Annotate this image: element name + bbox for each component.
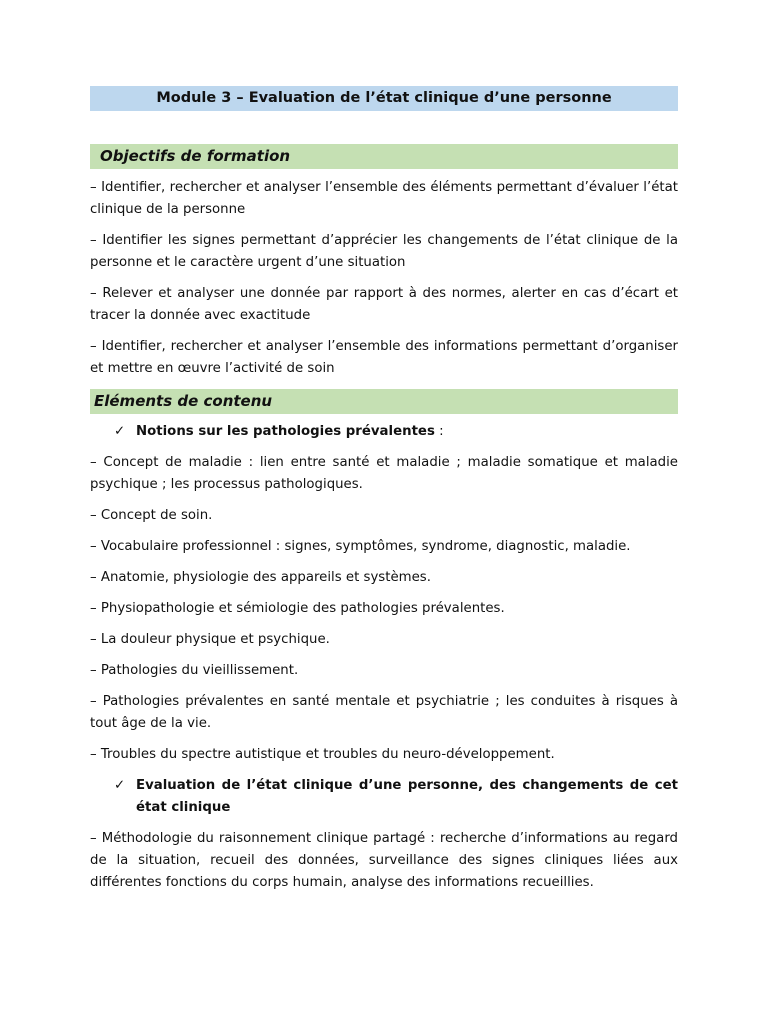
content-item: – Concept de soin. xyxy=(90,508,213,523)
pathologies-title-suffix: : xyxy=(434,424,444,439)
content-item: – Anatomie, physiologie des appareils et systèmes. xyxy=(90,570,431,585)
content-heading: Eléments de contenu xyxy=(90,389,678,414)
module-title: Module 3 – Evaluation de l’état clinique d’une personne xyxy=(90,86,678,111)
content-item: – Pathologies prévalentes en santé mentale et psychiatrie ; les conduites à risques à tout âge de la vie. xyxy=(90,694,678,731)
checklist-item-pathologies xyxy=(90,421,678,443)
objective-item: – Identifier, rechercher et analyser l’ensemble des éléments permettant d’évaluer l’état clinique de la personne xyxy=(90,180,678,217)
content-item: – Vocabulaire professionnel : signes, symptômes, syndrome, diagnostic, maladie. xyxy=(90,539,631,554)
content-item: – Pathologies du vieillissement. xyxy=(90,663,299,678)
checklist-item-evaluation xyxy=(90,775,678,819)
objectives-heading: Objectifs de formation xyxy=(90,144,678,169)
pathologies-title: Notions sur les pathologies prévalentes xyxy=(136,424,435,439)
content-item: – La douleur physique et psychique. xyxy=(90,632,330,647)
content-item: – Concept de maladie : lien entre santé et maladie ; maladie somatique et maladie psychique ; les processus pathologiques. xyxy=(90,455,678,492)
objective-item: – Identifier, rechercher et analyser l’ensemble des informations permettant d’organiser et mettre en œuvre l’activité de soin xyxy=(90,339,678,376)
content-item: – Troubles du spectre autistique et troubles du neuro-développement. xyxy=(90,747,555,762)
content-item: – Physiopathologie et sémiologie des pathologies prévalentes. xyxy=(90,601,505,616)
checkmark-icon: ✓ xyxy=(114,424,126,439)
objective-item: – Identifier les signes permettant d’apprécier les changements de l’état clinique de la personne et le caractère urgent d’une situation xyxy=(90,233,678,270)
document-page xyxy=(90,86,678,903)
checkmark-icon: ✓ xyxy=(114,778,126,793)
content-item: – Méthodologie du raisonnement clinique partagé : recherche d’informations au regard de la situation, recueil des données, surveillance des signes cliniques liées aux différentes fonctions du corps humain, analyse des informations recueillies. xyxy=(90,831,678,890)
evaluation-title: Evaluation de l’état clinique d’une personne, des changements de cet état clinique xyxy=(136,778,678,815)
objective-item: – Relever et analyser une donnée par rapport à des normes, alerter en cas d’écart et tracer la donnée avec exactitude xyxy=(90,286,678,323)
